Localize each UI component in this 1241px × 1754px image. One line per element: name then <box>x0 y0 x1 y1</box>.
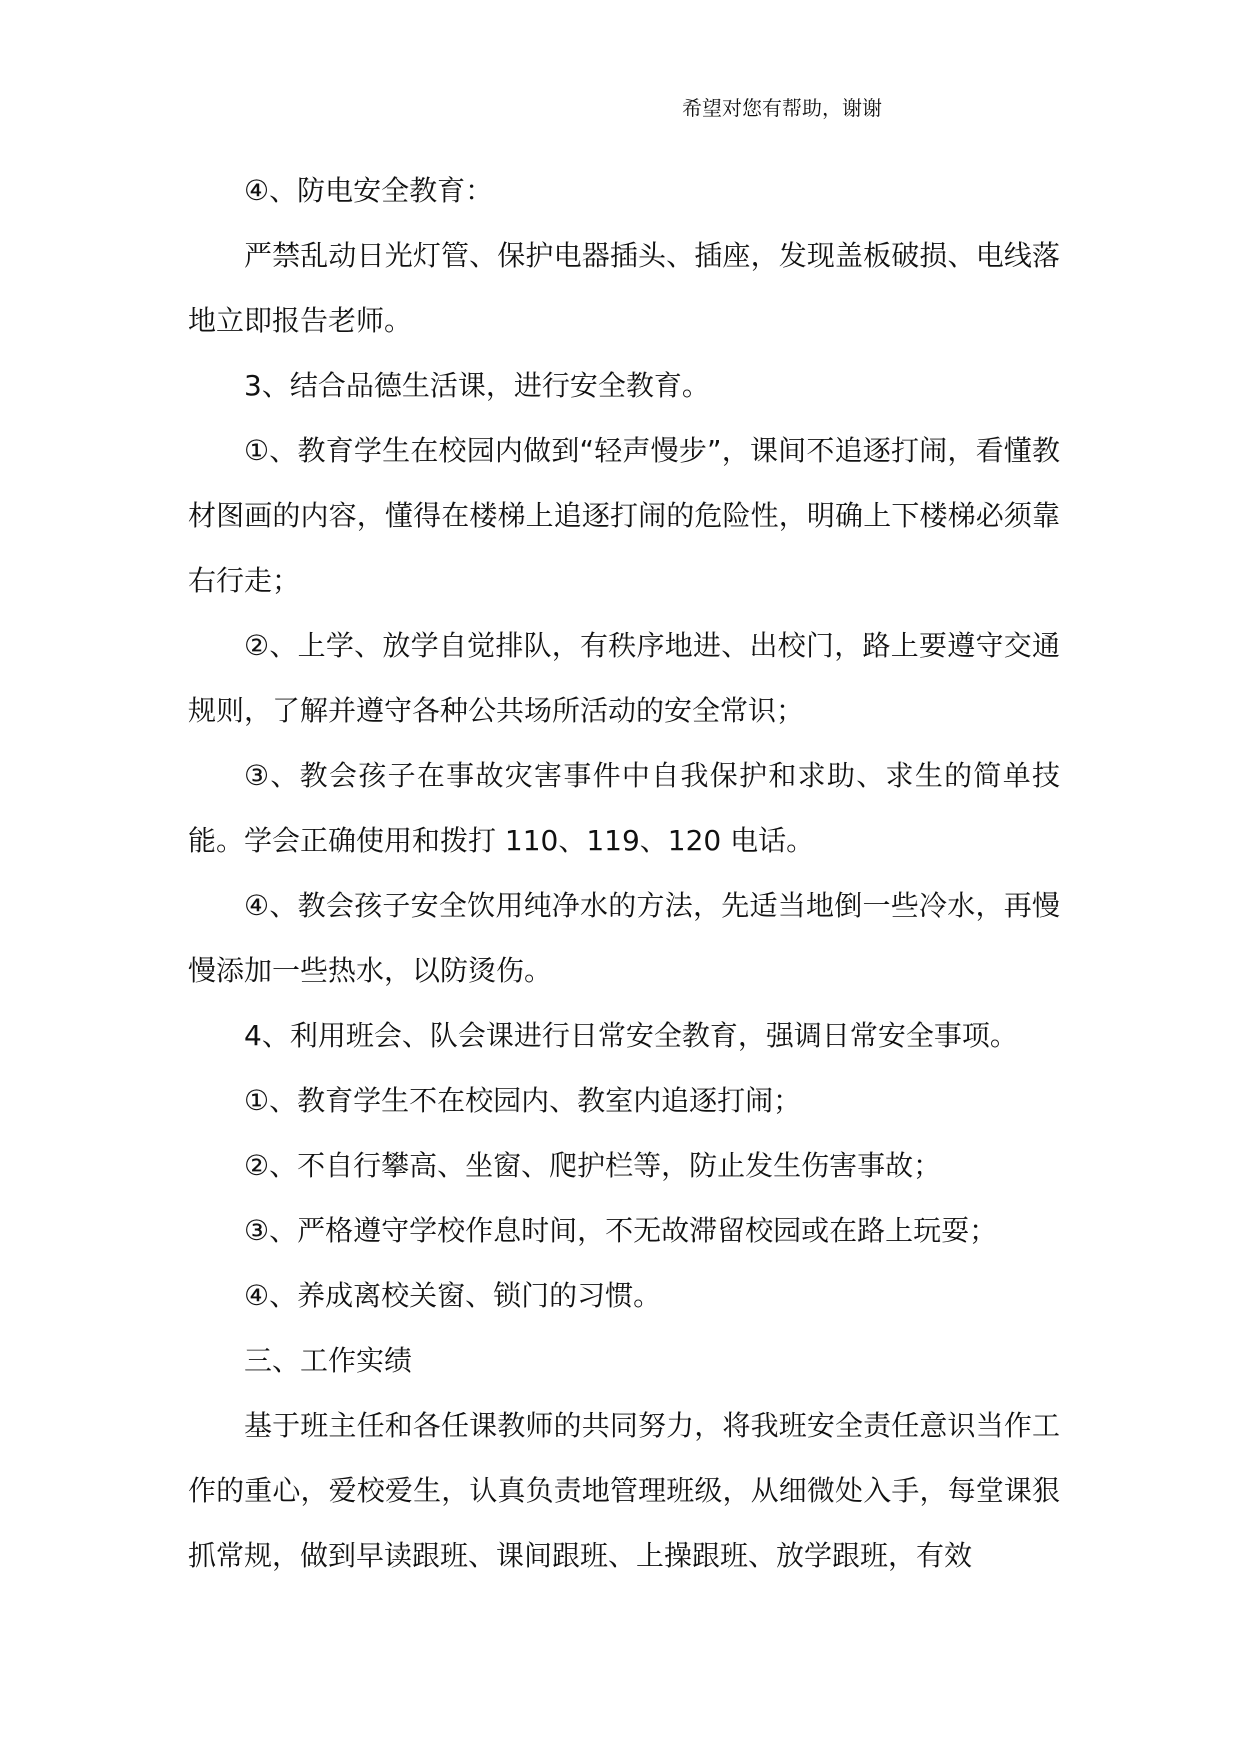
paragraph-results-body: 基于班主任和各任课教师的共同努力，将我班安全责任意识当作工作的重心，爱校爱生，认真负责地管理班级，从细微处入手，每堂课狠抓常规，做到早读跟班、课间跟班、上操跟班、放学跟班，有效 <box>188 1409 1060 1572</box>
paragraph-safe-drinking: ④、教会孩子安全饮用纯净水的方法，先适当地倒一些冷水，再慢慢添加一些热水，以防烫伤。 <box>188 889 1060 987</box>
paragraph-campus-behavior: ①、教育学生在校园内做到“轻声慢步”，课间不追逐打闹，看懂教材图画的内容，懂得在楼梯上追逐打闹的危险性，明确上下楼梯必须靠右行走； <box>188 434 1060 597</box>
paragraph-schedule: ③、严格遵守学校作息时间，不无故滞留校园或在路上玩耍； <box>244 1214 998 1247</box>
paragraph-self-protection: ③、教会孩子在事故灾害事件中自我保护和求助、求生的简单技能。学会正确使用和拨打 110、119、120 电话。 <box>188 759 1060 857</box>
paragraph-results-heading: 三、工作实绩 <box>244 1344 413 1377</box>
paragraph-electric-safety-rules: 严禁乱动日光灯管、保护电器插头、插座，发现盖板破损、电线落地立即报告老师。 <box>188 239 1060 337</box>
paragraph-closing-habits: ④、养成离校关窗、锁门的习惯。 <box>244 1279 662 1312</box>
paragraph-electric-safety-heading: ④、防电安全教育： <box>244 174 494 207</box>
paragraph-no-climbing: ②、不自行攀高、坐窗、爬护栏等，防止发生伤害事故； <box>244 1149 942 1182</box>
header-note: 希望对您有帮助，谢谢 <box>682 96 882 120</box>
paragraph-no-chasing: ①、教育学生不在校园内、教室内追逐打闹； <box>244 1084 802 1117</box>
paragraph-traffic-rules: ②、上学、放学自觉排队，有秩序地进、出校门，路上要遵守交通规则，了解并遵守各种公共场所活动的安全常识； <box>188 629 1060 727</box>
paragraph-class-meeting-heading: 4、利用班会、队会课进行日常安全教育，强调日常安全事项。 <box>244 1019 1018 1052</box>
body-text <box>188 158 1060 1588</box>
paragraph-moral-class-heading: 3、结合品德生活课，进行安全教育。 <box>244 369 710 402</box>
